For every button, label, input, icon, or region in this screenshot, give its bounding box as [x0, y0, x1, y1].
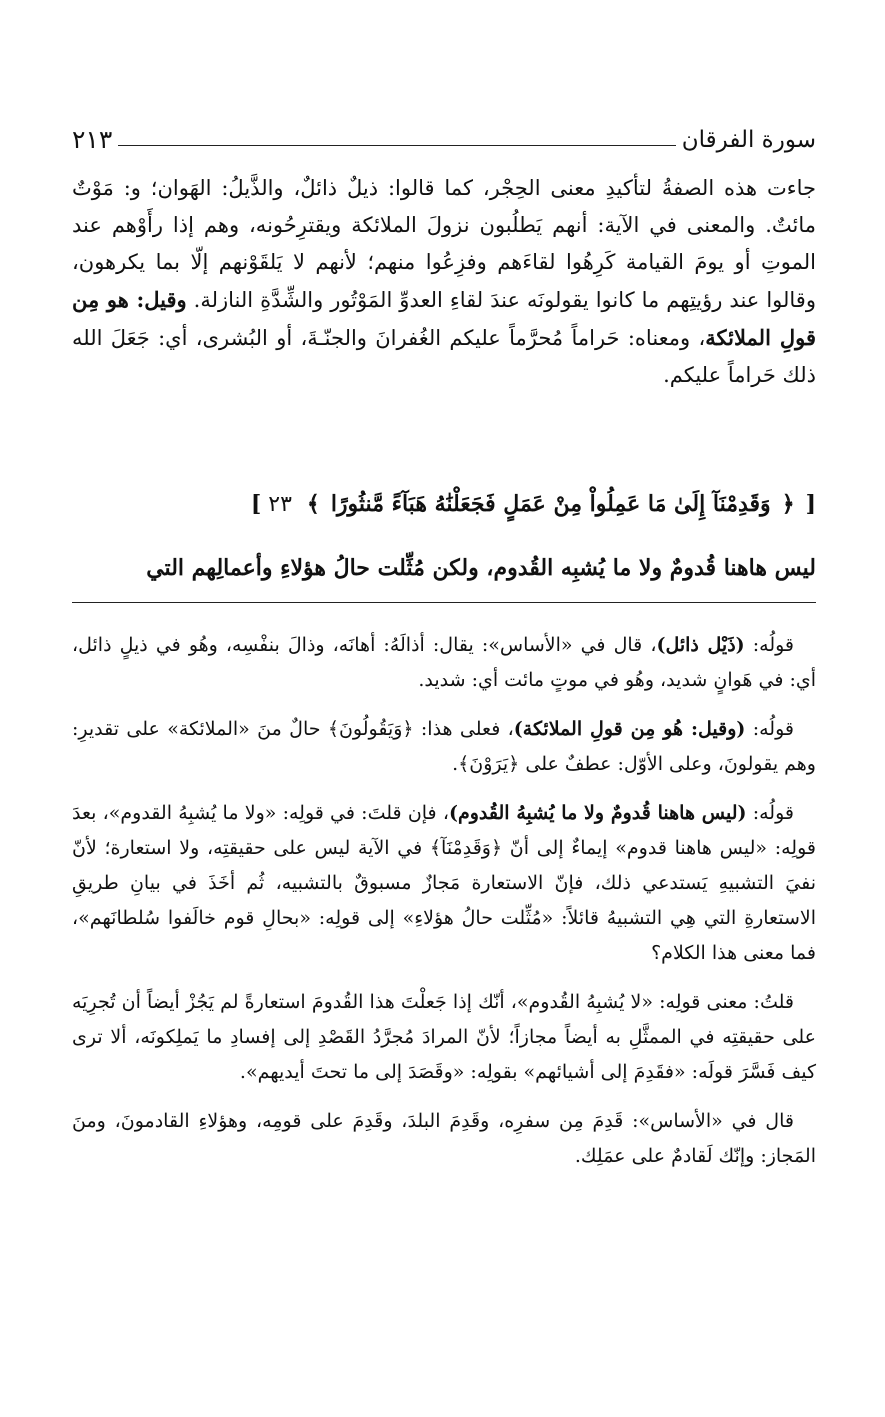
- main-paragraph-part: ، ومعناه: حَراماً مُحرَّماً عليكم الغُفرانَ والجنّـةَ، أو البُشرى، أي: جَعَلَ الله ذلك حَراماً عليكم.: [72, 326, 816, 387]
- footnote-lead: قولُه:: [746, 802, 794, 824]
- verse-close-bracket: ]: [250, 491, 262, 517]
- page-number: ٢١٣: [72, 125, 113, 154]
- footnote-quote: (ذَيْل ذائل): [656, 634, 745, 656]
- footnote-divider: [72, 602, 816, 603]
- footnote-lead: قولُه:: [745, 718, 794, 740]
- footnote: [72, 1104, 816, 1174]
- footnote-text: ، فإن قلتَ: في قولِه: «ولا ما يُشبِهُ القدوم»، بعدَ قولِه: «ليس هاهنا قدوم» إيماءٌ إلى أنّ ﴿وَقَدِمْنَآ﴾ في الآية ليس على حقيقتِه، ولا استعارة؛ لأنّ نفيَ التشبيهِ يَستدعي ذلك، فإنّ الاستعارة مَجازٌ مسبوقٌ بالتشبيه، ثُم أخَذَ في بيانِ طريقِ الاستعارةِ التي هِي التشبيهُ قائلاً: «مُثِّلت حالُ هؤلاءِ» إلى قولِه: «بحالِ قوم خالَفوا سُلطانَهم»، فما معنى هذا الكلام؟: [72, 802, 816, 964]
- footnote-quote: (وقيل: هُو مِن قولِ الملائكة): [513, 718, 746, 740]
- footnote: [72, 628, 816, 698]
- footnote-lead: قولُه:: [744, 634, 795, 656]
- verse-close-ornament: ﴾: [306, 491, 320, 517]
- main-paragraph-part: جاءت هذه الصفةُ لتأكيدِ معنى الحِجْر، كما قالوا: ذيلٌ ذائلٌ، والذَّيلُ: الهَوان؛ و: مَوْتٌ مائتٌ. والمعنى في الآية: أنهم يَطلُبون نزولَ الملائكة ويقترِحُونه، وهم إذا رأَوْهم عند الموتِ أو يومَ القيامة كَرِهُوا لقاءَهم وفزِعُوا منهم؛ لأنهم لا يَلقَوْنهم إلّا بما يكرهون، وقالوا عند رؤيتِهم ما كانوا يقولونَه عندَ لقاءِ العدوِّ المَوْتُور والشِّدَّةِ النازلة.: [72, 176, 816, 312]
- verse-open-ornament: ﴿: [781, 491, 795, 517]
- footnote-text: ، قال في «الأساس»: يقال: أذالَهُ: أهانَه، وذالَ بنفْسِه، وهُو في ذيلٍ ذائل، أي: في هَوانٍ شديد، وهُو في موتٍ مائت أي: شديد.: [72, 634, 816, 691]
- verse-open-bracket: [: [805, 491, 816, 517]
- footnote-quote: (ليس هاهنا قُدومٌ ولا ما يُشبِهُ القُدوم): [448, 802, 747, 824]
- main-commentary: [72, 170, 816, 394]
- chapter-title: سورة الفرقان: [681, 127, 816, 153]
- verse-commentary-start: ليس هاهنا قُدومٌ ولا ما يُشبِه القُدوم، ولكن مُثِّلت حالُ هؤلاءِ وأعمالِهم التي: [146, 555, 816, 581]
- footnote-text: قلتُ: معنى قولِه: «لا يُشبِهُ القُدوم»، أنّك إذا جَعلْتَ هذا القُدومَ استعارةً لم يَجُزْ أيضاً أن تُجرِيَه على حقيقتِه في الممثَّلِ به أيضاً مجازاً؛ لأنّ المرادَ مُجرَّدُ القَصْدِ إلى إفسادِ ما يَملِكونَه، ألا ترى كيف فَسَّرَ قولَه: «فقَدِمَ إلى أشيائهم» بقولِه: «وقَصَدَ إلى ما تحتَ أيديهم».: [72, 991, 816, 1083]
- running-header: [72, 112, 816, 152]
- footnote: [72, 712, 816, 782]
- footnote: [72, 796, 816, 971]
- footnote-text: قال في «الأساس»: قَدِمَ مِن سفرِه، وقَدِمَ البلدَ، وقَدِمَ على قومِه، وهؤلاءِ القادمونَ، ومنَ المَجاز: وإنّك لَقادمٌ على عمَلِك.: [72, 1110, 816, 1167]
- footnote: [72, 985, 816, 1090]
- verse-number: ٢٣: [268, 492, 292, 517]
- main-paragraph-bold: وقيل: هو مِن قولِ الملائكة: [72, 287, 817, 350]
- footnote-text: ، فعلى هذا: ﴿وَيَقُولُونَ﴾ حالٌ منَ «الملائكة» على تقديرِ: وهم يقولونَ، وعلى الأوّل: عطفٌ على ﴿يَرَوْنَ﴾.: [72, 718, 816, 775]
- verse-text: وَقَدِمْنَآ إِلَىٰ مَا عَمِلُواْ مِنْ عَمَلٍ فَجَعَلْنَٰهُ هَبَآءً مَّنثُورًا: [330, 491, 771, 517]
- quran-verse: [72, 484, 816, 525]
- header-rule: [118, 145, 675, 146]
- footnotes: [72, 628, 816, 1188]
